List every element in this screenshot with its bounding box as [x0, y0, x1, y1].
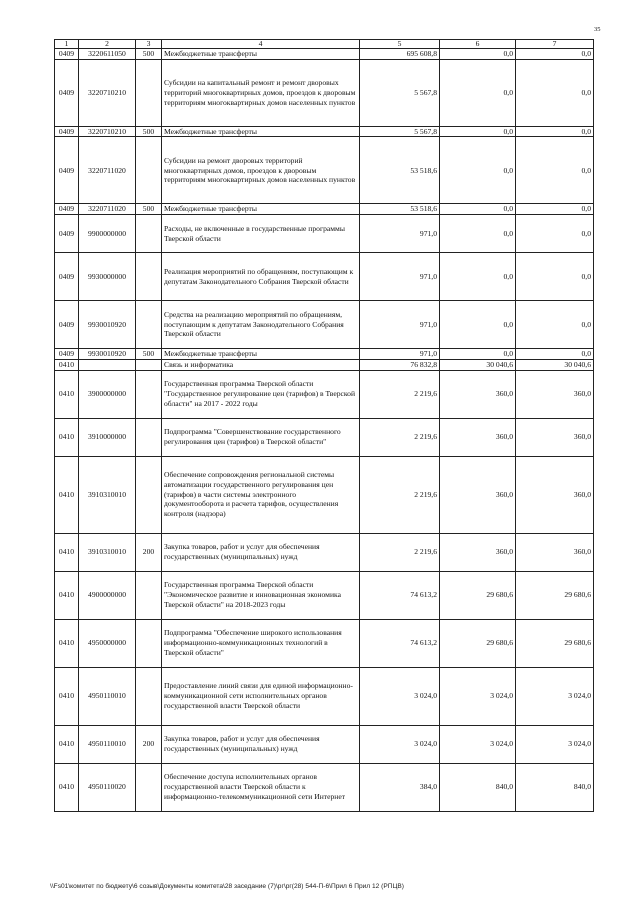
cell-value-col7: 0,0 — [516, 204, 594, 215]
cell-target-code: 3220710210 — [79, 126, 136, 137]
cell-value-col6: 3 024,0 — [440, 725, 516, 763]
cell-value-col6: 360,0 — [440, 418, 516, 456]
table-row — [55, 215, 594, 253]
cell-value-col5: 695 608,8 — [360, 49, 440, 60]
cell-value-col7: 0,0 — [516, 301, 594, 349]
cell-expense-type — [136, 253, 162, 301]
budget-table — [54, 39, 594, 812]
table-row — [55, 301, 594, 349]
cell-name: Подпрограмма "Обеспечение широкого использования информационно-коммуникационных технологий в Тверской области" — [162, 619, 360, 667]
cell-value-col7: 360,0 — [516, 533, 594, 571]
cell-name: Связь и информатика — [162, 359, 360, 370]
cell-section: 0409 — [55, 253, 79, 301]
cell-value-col5: 384,0 — [360, 763, 440, 811]
cell-expense-type — [136, 667, 162, 725]
cell-value-col7: 30 040,6 — [516, 359, 594, 370]
cell-expense-type — [136, 370, 162, 418]
cell-expense-type: 200 — [136, 533, 162, 571]
cell-expense-type — [136, 301, 162, 349]
table-row — [55, 349, 594, 360]
cell-name: Межбюджетные трансферты — [162, 126, 360, 137]
table-body — [55, 49, 594, 812]
cell-expense-type — [136, 359, 162, 370]
cell-value-col6: 0,0 — [440, 204, 516, 215]
header-col-5: 5 — [360, 40, 440, 49]
cell-value-col6: 0,0 — [440, 215, 516, 253]
cell-section: 0409 — [55, 137, 79, 204]
cell-target-code: 9930010920 — [79, 349, 136, 360]
cell-target-code: 9930000000 — [79, 253, 136, 301]
cell-expense-type: 200 — [136, 725, 162, 763]
cell-value-col7: 0,0 — [516, 59, 594, 126]
cell-target-code: 3220711020 — [79, 204, 136, 215]
cell-expense-type: 500 — [136, 204, 162, 215]
table-row — [55, 533, 594, 571]
table-row — [55, 359, 594, 370]
table-row — [55, 137, 594, 204]
cell-value-col5: 5 567,8 — [360, 59, 440, 126]
cell-value-col5: 3 024,0 — [360, 667, 440, 725]
cell-value-col5: 74 613,2 — [360, 619, 440, 667]
table-row — [55, 667, 594, 725]
table-row — [55, 370, 594, 418]
cell-section: 0410 — [55, 725, 79, 763]
cell-name: Межбюджетные трансферты — [162, 349, 360, 360]
cell-value-col5: 971,0 — [360, 349, 440, 360]
cell-value-col7: 0,0 — [516, 49, 594, 60]
table-row — [55, 725, 594, 763]
cell-section: 0410 — [55, 571, 79, 619]
cell-name: Расходы, не включенные в государственные программы Тверской области — [162, 215, 360, 253]
cell-value-col7: 0,0 — [516, 137, 594, 204]
cell-value-col5: 3 024,0 — [360, 725, 440, 763]
cell-expense-type — [136, 137, 162, 204]
cell-name: Государственная программа Тверской области "Экономическое развитие и инновационная экономика Тверской области" на 2018-2023 годы — [162, 571, 360, 619]
cell-target-code: 3910310010 — [79, 456, 136, 533]
cell-section: 0410 — [55, 667, 79, 725]
header-col-7: 7 — [516, 40, 594, 49]
cell-target-code: 3220611050 — [79, 49, 136, 60]
cell-section: 0409 — [55, 204, 79, 215]
header-col-3: 3 — [136, 40, 162, 49]
cell-value-col6: 360,0 — [440, 370, 516, 418]
cell-expense-type: 500 — [136, 49, 162, 60]
cell-value-col6: 0,0 — [440, 301, 516, 349]
cell-value-col5: 2 219,6 — [360, 533, 440, 571]
cell-target-code — [79, 359, 136, 370]
table-row — [55, 571, 594, 619]
cell-value-col6: 0,0 — [440, 49, 516, 60]
cell-name: Обеспечение доступа исполнительных органов государственной власти Тверской области к информационно-телекоммуникационной сети Интернет — [162, 763, 360, 811]
table-row — [55, 59, 594, 126]
cell-section: 0410 — [55, 619, 79, 667]
header-col-1: 1 — [55, 40, 79, 49]
cell-expense-type — [136, 619, 162, 667]
cell-value-col5: 53 518,6 — [360, 137, 440, 204]
cell-value-col7: 0,0 — [516, 349, 594, 360]
footer-file-path: \\Fs01\комитет по бюджету\6 созыв\Документы комитета\28 заседание (7)\рг\рг(28) 544-П-6\Прил 6 Прил 12 (РПЦВ) — [50, 883, 404, 890]
cell-name: Субсидии на ремонт дворовых территорий многоквартирных домов, проездов к дворовым территориям многоквартирных домов населенных пунктов — [162, 137, 360, 204]
cell-section: 0410 — [55, 533, 79, 571]
table-row — [55, 763, 594, 811]
cell-section: 0409 — [55, 59, 79, 126]
cell-expense-type: 500 — [136, 126, 162, 137]
table-row — [55, 49, 594, 60]
cell-value-col7: 0,0 — [516, 126, 594, 137]
cell-value-col5: 971,0 — [360, 253, 440, 301]
cell-value-col5: 971,0 — [360, 301, 440, 349]
page-number: 35 — [594, 26, 601, 33]
cell-target-code: 9900000000 — [79, 215, 136, 253]
cell-value-col5: 2 219,6 — [360, 418, 440, 456]
cell-name: Межбюджетные трансферты — [162, 49, 360, 60]
header-col-4: 4 — [162, 40, 360, 49]
cell-value-col6: 30 040,6 — [440, 359, 516, 370]
cell-value-col5: 2 219,6 — [360, 370, 440, 418]
cell-expense-type — [136, 215, 162, 253]
cell-target-code: 4950110010 — [79, 725, 136, 763]
cell-target-code: 4950000000 — [79, 619, 136, 667]
header-col-2: 2 — [79, 40, 136, 49]
cell-section: 0409 — [55, 215, 79, 253]
cell-value-col6: 0,0 — [440, 349, 516, 360]
cell-name: Средства на реализацию мероприятий по обращениям, поступающим к депутатам Законодательного Собрания Тверской области — [162, 301, 360, 349]
cell-section: 0409 — [55, 49, 79, 60]
cell-value-col5: 2 219,6 — [360, 456, 440, 533]
cell-target-code: 4900000000 — [79, 571, 136, 619]
cell-value-col7: 0,0 — [516, 215, 594, 253]
cell-target-code: 3900000000 — [79, 370, 136, 418]
cell-target-code: 9930010920 — [79, 301, 136, 349]
cell-value-col6: 0,0 — [440, 137, 516, 204]
cell-value-col7: 360,0 — [516, 370, 594, 418]
cell-name: Закупка товаров, работ и услуг для обеспечения государственных (муниципальных) нужд — [162, 533, 360, 571]
cell-expense-type: 500 — [136, 349, 162, 360]
cell-value-col7: 29 680,6 — [516, 571, 594, 619]
cell-value-col5: 74 613,2 — [360, 571, 440, 619]
cell-value-col6: 360,0 — [440, 456, 516, 533]
cell-value-col7: 29 680,6 — [516, 619, 594, 667]
cell-value-col7: 3 024,0 — [516, 725, 594, 763]
cell-target-code: 3220710210 — [79, 59, 136, 126]
cell-target-code: 4950110010 — [79, 667, 136, 725]
cell-name: Субсидии на капитальный ремонт и ремонт дворовых территорий многоквартирных домов, проездов к дворовым территориям многоквартирных домов населенных пунктов — [162, 59, 360, 126]
cell-value-col6: 29 680,6 — [440, 619, 516, 667]
cell-section: 0409 — [55, 126, 79, 137]
cell-value-col5: 971,0 — [360, 215, 440, 253]
cell-section: 0410 — [55, 370, 79, 418]
cell-value-col6: 840,0 — [440, 763, 516, 811]
table-row — [55, 418, 594, 456]
cell-expense-type — [136, 59, 162, 126]
cell-section: 0409 — [55, 349, 79, 360]
cell-value-col7: 3 024,0 — [516, 667, 594, 725]
cell-name: Закупка товаров, работ и услуг для обеспечения государственных (муниципальных) нужд — [162, 725, 360, 763]
table-header-row — [55, 40, 594, 49]
cell-name: Государственная программа Тверской области "Государственное регулирование цен (тарифов) в Тверской области" на 2017 - 2022 годы — [162, 370, 360, 418]
cell-target-code: 3910310010 — [79, 533, 136, 571]
table-row — [55, 126, 594, 137]
cell-name: Реализация мероприятий по обращениям, поступающим к депутатам Законодательного Собрания Тверской области — [162, 253, 360, 301]
table-row — [55, 204, 594, 215]
cell-value-col5: 5 567,8 — [360, 126, 440, 137]
cell-name: Обеспечение сопровождения региональной системы автоматизации государственного регулирования цен (тарифов) в части системы электронного документооборота и расчета тарифов, осуществления контроля (надзора) — [162, 456, 360, 533]
cell-target-code: 4950110020 — [79, 763, 136, 811]
table-row — [55, 456, 594, 533]
cell-section: 0410 — [55, 456, 79, 533]
cell-name: Межбюджетные трансферты — [162, 204, 360, 215]
table-row — [55, 253, 594, 301]
cell-target-code: 3910000000 — [79, 418, 136, 456]
cell-expense-type — [136, 571, 162, 619]
cell-value-col5: 76 832,8 — [360, 359, 440, 370]
cell-value-col6: 360,0 — [440, 533, 516, 571]
cell-value-col6: 0,0 — [440, 59, 516, 126]
cell-name: Предоставление линий связи для единой информационно-коммуникационной сети исполнительных органов государственной власти Тверской области — [162, 667, 360, 725]
cell-value-col6: 0,0 — [440, 253, 516, 301]
cell-section: 0410 — [55, 418, 79, 456]
cell-value-col7: 360,0 — [516, 418, 594, 456]
cell-name: Подпрограмма "Совершенствование государственного регулирования цен (тарифов) в Тверской области" — [162, 418, 360, 456]
cell-section: 0409 — [55, 301, 79, 349]
cell-section: 0410 — [55, 359, 79, 370]
table-row — [55, 619, 594, 667]
cell-value-col5: 53 518,6 — [360, 204, 440, 215]
cell-target-code: 3220711020 — [79, 137, 136, 204]
cell-value-col6: 29 680,6 — [440, 571, 516, 619]
cell-value-col6: 3 024,0 — [440, 667, 516, 725]
cell-expense-type — [136, 456, 162, 533]
cell-value-col7: 0,0 — [516, 253, 594, 301]
cell-expense-type — [136, 418, 162, 456]
cell-value-col7: 840,0 — [516, 763, 594, 811]
header-col-6: 6 — [440, 40, 516, 49]
cell-value-col6: 0,0 — [440, 126, 516, 137]
cell-section: 0410 — [55, 763, 79, 811]
cell-value-col7: 360,0 — [516, 456, 594, 533]
cell-expense-type — [136, 763, 162, 811]
